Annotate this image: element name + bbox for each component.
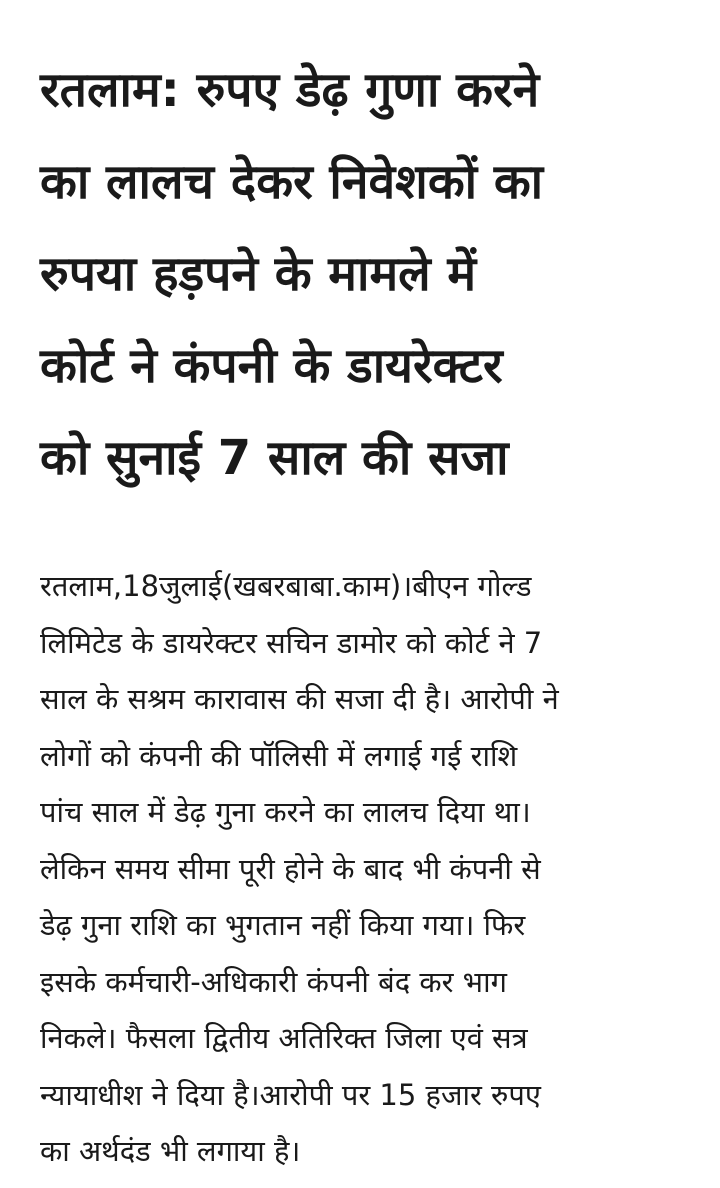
headline-line: रतलाम: रुपए डेढ़ गुणा करने — [40, 62, 540, 118]
body-line: लोगों को कंपनी की पॉलिसी में लगाई गई राशि — [40, 738, 518, 773]
body-line: न्यायाधीश ने दिया है।आरोपी पर 15 हजार रुपए — [40, 1077, 541, 1112]
body-line: डेढ़ गुना राशि का भुगतान नहीं किया गया। फिर — [40, 908, 526, 942]
headline-line: को सुनाई 7 साल की सजा — [40, 430, 509, 486]
article-body — [40, 558, 700, 1180]
body-line: रतलाम,18जुलाई(खबरबाबा.काम)।बीएन गोल्ड — [40, 569, 532, 603]
body-line: निकले। फैसला द्वितीय अतिरिक्त जिला एवं सत्र — [40, 1021, 528, 1055]
headline-line: रुपया हड़पने के मामले में — [40, 246, 477, 302]
article-headline — [40, 44, 700, 504]
headline-line: कोर्ट ने कंपनी के डायरेक्टर — [40, 338, 503, 394]
body-line: लिमिटेड के डायरेक्टर सचिन डामोर को कोर्ट ने 7 — [40, 625, 543, 660]
body-line: पांच साल में डेढ़ गुना करने का लालच दिया था। — [40, 795, 531, 829]
body-line: लेकिन समय सीमा पूरी होने के बाद भी कंपनी से — [40, 851, 541, 886]
body-line: साल के सश्रम कारावास की सजा दी है। आरोपी ने — [40, 682, 559, 716]
headline-line: का लालच देकर निवेशकों का — [40, 154, 544, 210]
body-line: इसके कर्मचारी-अधिकारी कंपनी बंद कर भाग — [40, 964, 507, 999]
body-line: का अर्थदंड भी लगाया है। — [40, 1134, 301, 1168]
